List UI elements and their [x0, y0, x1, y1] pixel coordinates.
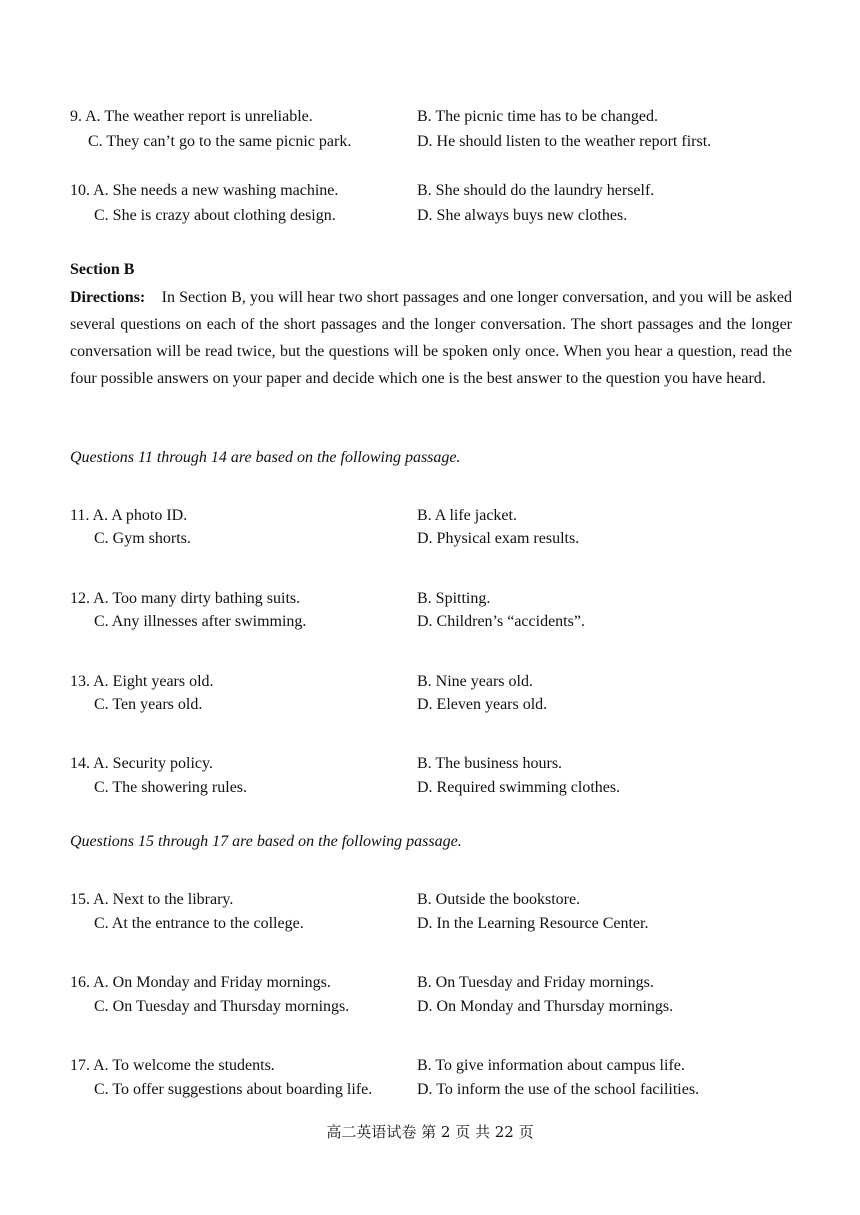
- question-11-option-b: B. A life jacket.: [417, 507, 517, 524]
- question-14-option-a: [70, 752, 213, 776]
- option-a: A. On Monday and Friday mornings.: [93, 974, 331, 991]
- question-number: 16.: [70, 974, 90, 991]
- question-17-option-d: D. To inform the use of the school facilities.: [417, 1081, 700, 1098]
- question-13-option-d: D. Eleven years old.: [417, 696, 548, 713]
- page-footer: 高二英语试卷 第 2 页 共 22 页: [326, 1123, 534, 1141]
- question-16-option-a: [70, 971, 331, 995]
- question-14-option-d: D. Required swimming clothes.: [417, 779, 621, 796]
- question-10-option-c: C. She is crazy about clothing design.: [94, 207, 336, 224]
- question-9-option-d: D. He should listen to the weather report first.: [417, 133, 712, 150]
- option-a: A. The weather report is unreliable.: [85, 108, 313, 125]
- question-15-option-c: C. At the entrance to the college.: [94, 915, 304, 932]
- question-16-option-d: D. On Monday and Thursday mornings.: [417, 998, 674, 1015]
- question-12-option-d: D. Children’s “accidents”.: [417, 613, 585, 630]
- question-9-option-b: B. The picnic time has to be changed.: [417, 108, 658, 125]
- question-14-option-c: C. The showering rules.: [94, 779, 248, 796]
- question-11-option-a: [70, 504, 187, 528]
- option-a: A. A photo ID.: [92, 507, 188, 524]
- question-13-option-b: B. Nine years old.: [417, 673, 533, 690]
- directions-label: Directions:: [70, 289, 146, 306]
- option-a: A. Security policy.: [93, 755, 213, 772]
- option-a: A. Too many dirty bathing suits.: [93, 590, 301, 607]
- question-16-option-b: B. On Tuesday and Friday mornings.: [417, 974, 654, 991]
- question-16-option-c: C. On Tuesday and Thursday mornings.: [94, 998, 350, 1015]
- question-9-option-c: C. They can’t go to the same picnic park.: [88, 133, 352, 150]
- section-title: Section B: [70, 261, 135, 278]
- question-10-option-a: [70, 179, 338, 203]
- option-a: A. Next to the library.: [93, 891, 234, 908]
- question-number: 15.: [70, 891, 90, 908]
- question-number: 13.: [70, 673, 90, 690]
- question-number: 11.: [70, 507, 90, 524]
- question-13-option-a: [70, 670, 214, 694]
- question-10-option-b: B. She should do the laundry herself.: [417, 182, 655, 199]
- option-a: A. Eight years old.: [93, 673, 214, 690]
- question-15-option-d: D. In the Learning Resource Center.: [417, 915, 649, 932]
- question-13-option-c: C. Ten years old.: [94, 696, 203, 713]
- question-12-option-a: [70, 587, 300, 611]
- question-15-option-b: B. Outside the bookstore.: [417, 891, 581, 908]
- option-a: A. To welcome the students.: [93, 1057, 275, 1074]
- question-17-option-a: [70, 1054, 275, 1078]
- option-a: A. She needs a new washing machine.: [93, 182, 339, 199]
- question-number: 9.: [70, 108, 82, 125]
- section-directions: [70, 284, 792, 392]
- question-11-option-d: D. Physical exam results.: [417, 530, 580, 547]
- question-15-option-a: [70, 888, 233, 912]
- question-number: 10.: [70, 182, 90, 199]
- question-10-option-d: D. She always buys new clothes.: [417, 207, 628, 224]
- question-number: 17.: [70, 1057, 90, 1074]
- question-number: 12.: [70, 590, 90, 607]
- question-number: 14.: [70, 755, 90, 772]
- passage-intro: Questions 15 through 17 are based on the following passage.: [70, 833, 462, 850]
- question-12-option-b: B. Spitting.: [417, 590, 491, 607]
- question-17-option-b: B. To give information about campus life.: [417, 1057, 685, 1074]
- directions-text: In Section B, you will hear two short passages and one longer conversation, and you will be asked several questions on each of the short passages and the longer conversation. The short passages and the longer conversation will be read twice, but the questions will be spoken only once. When you hear a question, read the four possible answers on your paper and decide which one is the best answer to the question you have heard.: [70, 289, 793, 387]
- question-9-option-a: [70, 105, 313, 129]
- passage-intro: Questions 11 through 14 are based on the following passage.: [70, 449, 461, 466]
- question-14-option-b: B. The business hours.: [417, 755, 563, 772]
- question-12-option-c: C. Any illnesses after swimming.: [94, 613, 307, 630]
- question-11-option-c: C. Gym shorts.: [94, 530, 191, 547]
- question-17-option-c: C. To offer suggestions about boarding life.: [94, 1081, 373, 1098]
